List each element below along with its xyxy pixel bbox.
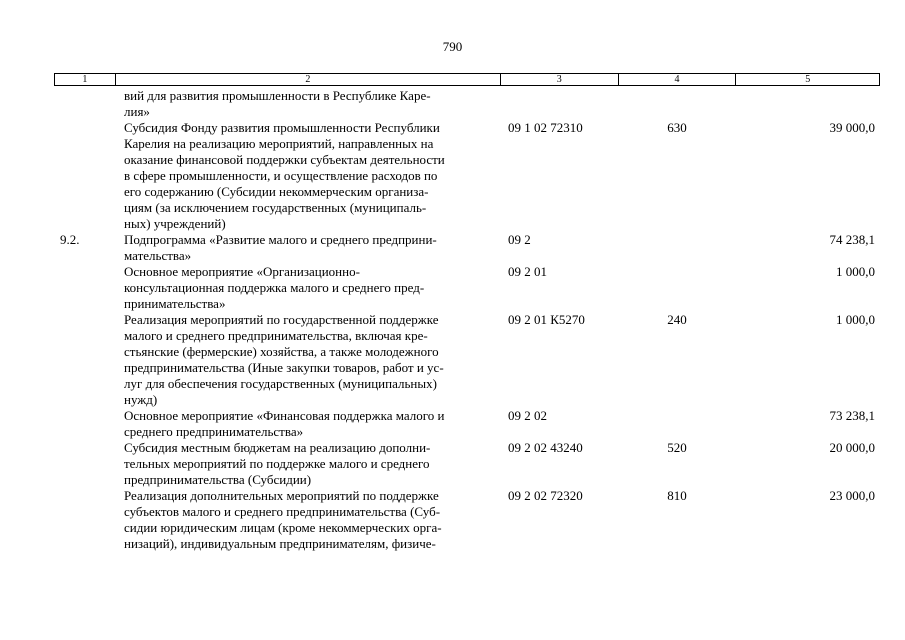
row-name <box>114 264 500 312</box>
row-name-line: стьянские (фермерские) хозяйства, а также молодежного <box>124 344 439 359</box>
table-header <box>54 73 880 86</box>
row-amount: 74 238,1 <box>829 232 875 247</box>
table-row <box>54 264 880 312</box>
row-expense-type <box>618 232 736 264</box>
table-row <box>54 88 880 120</box>
row-target-code <box>500 88 618 120</box>
row-name-line: тельных мероприятий по поддержке малого и среднего <box>124 456 430 471</box>
row-name-line: вий для развития промышленности в Республике Каре- <box>124 88 431 103</box>
row-amount: 23 000,0 <box>829 488 875 503</box>
row-amount <box>736 88 880 120</box>
row-name <box>114 312 500 408</box>
row-name-line: луг для обеспечения государственных (муниципальных) <box>124 376 437 391</box>
table-row <box>54 488 880 552</box>
row-target-code: 09 2 02 43240 <box>508 440 583 455</box>
row-number <box>54 488 114 552</box>
row-name-line: циям (за исключением государственных (муниципаль- <box>124 200 427 215</box>
row-target-code: 09 2 02 72320 <box>508 488 583 503</box>
row-name <box>114 232 500 264</box>
row-number <box>54 88 114 120</box>
row-name-line: лия» <box>124 104 150 119</box>
row-name-line: среднего предпринимательства» <box>124 424 304 439</box>
row-expense-type <box>618 408 736 440</box>
row-target-code: 09 2 <box>508 232 531 247</box>
table-row <box>54 440 880 488</box>
row-number <box>54 264 114 312</box>
row-name <box>114 120 500 232</box>
page-number: 790 <box>442 39 463 54</box>
row-name <box>114 488 500 552</box>
row-expense-type: 630 <box>667 120 687 135</box>
row-number: 9.2. <box>60 232 80 247</box>
row-number <box>54 408 114 440</box>
row-target-code: 09 2 01 К5270 <box>508 312 585 327</box>
row-expense-type: 520 <box>667 440 687 455</box>
row-name-line: оказание финансовой поддержки субъектам деятельности <box>124 152 445 167</box>
table-row <box>54 120 880 232</box>
row-amount: 39 000,0 <box>829 120 875 135</box>
header-col-4: 4 <box>618 74 736 85</box>
row-name-line: Подпрограмма «Развитие малого и среднего предприни- <box>124 232 437 247</box>
row-expense-type <box>618 264 736 312</box>
table-row <box>54 312 880 408</box>
row-amount: 73 238,1 <box>829 408 875 423</box>
row-name-line: Карелия на реализацию мероприятий, направленных на <box>124 136 434 151</box>
row-number <box>54 120 114 232</box>
row-name-line: субъектов малого и среднего предпринимательства (Суб- <box>124 504 441 519</box>
row-name <box>114 408 500 440</box>
row-name-line: Основное мероприятие «Финансовая поддержка малого и <box>124 408 445 423</box>
row-name-line: предпринимательства (Иные закупки товаров, работ и ус- <box>124 360 444 375</box>
row-name-line: малого и среднего предпринимательства, включая кре- <box>124 328 428 343</box>
row-name-line: Субсидия Фонду развития промышленности Республики <box>124 120 440 135</box>
row-name <box>114 88 500 120</box>
row-expense-type: 240 <box>667 312 687 327</box>
row-name <box>114 440 500 488</box>
row-name-line: в сфере промышленности, и осуществление расходов по <box>124 168 438 183</box>
row-name-line: Реализация дополнительных мероприятий по поддержке <box>124 488 439 503</box>
header-col-1: 1 <box>82 74 88 85</box>
row-expense-type: 810 <box>667 488 687 503</box>
row-target-code: 09 2 02 <box>508 408 547 423</box>
row-name-line: нужд) <box>124 392 158 407</box>
header-col-3: 3 <box>500 74 618 85</box>
row-amount: 1 000,0 <box>836 264 875 279</box>
row-amount: 20 000,0 <box>829 440 875 455</box>
row-name-line: консультационная поддержка малого и среднего пред- <box>124 280 425 295</box>
header-col-2: 2 <box>115 74 500 85</box>
row-name-line: Основное мероприятие «Организационно- <box>124 264 360 279</box>
row-name-line: принимательства» <box>124 296 226 311</box>
row-name-line: Реализация мероприятий по государственной поддержке <box>124 312 439 327</box>
row-name-line: ных) учреждений) <box>124 216 226 231</box>
table-row <box>54 232 880 264</box>
row-name-line: Субсидия местным бюджетам на реализацию дополни- <box>124 440 431 455</box>
row-target-code: 09 1 02 72310 <box>508 120 583 135</box>
row-number <box>54 312 114 408</box>
row-name-line: предпринимательства (Субсидии) <box>124 472 312 487</box>
row-number <box>54 440 114 488</box>
row-expense-type <box>618 88 736 120</box>
row-target-code: 09 2 01 <box>508 264 547 279</box>
row-amount: 1 000,0 <box>836 312 875 327</box>
table-body <box>54 88 880 552</box>
header-col-5: 5 <box>735 74 879 85</box>
row-name-line: его содержанию (Субсидии некоммерческим организа- <box>124 184 429 199</box>
table-row <box>54 408 880 440</box>
row-name-line: мательства» <box>124 248 192 263</box>
row-name-line: сидии юридическим лицам (кроме некоммерческих орга- <box>124 520 442 535</box>
row-name-line: низаций), индивидуальным предпринимателям, физиче- <box>124 536 436 551</box>
